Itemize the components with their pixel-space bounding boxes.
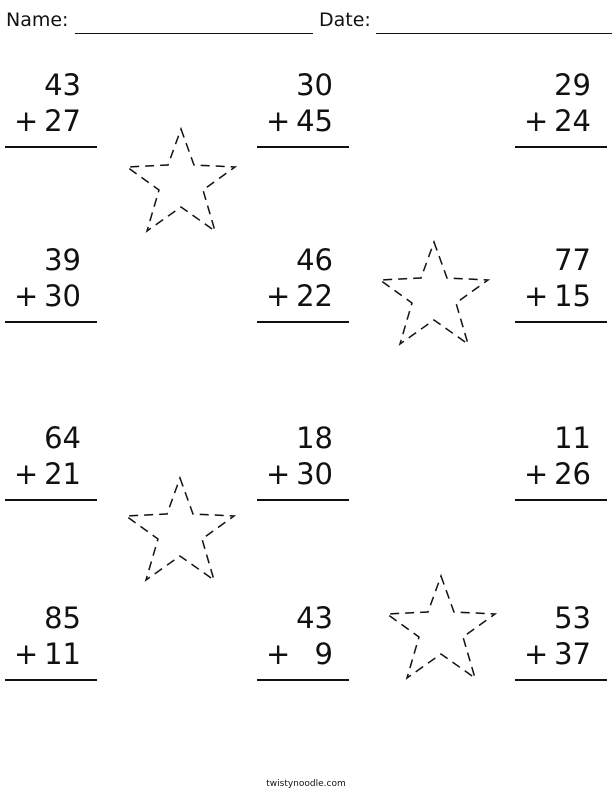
dashed-star-icon [123, 125, 239, 231]
problem-bottom-number: 21 [44, 457, 81, 491]
answer-line [257, 146, 349, 148]
problem-top-number: 77 [554, 243, 591, 277]
plus-sign: + [266, 104, 291, 138]
answer-line [5, 321, 97, 323]
plus-sign: + [266, 637, 291, 671]
problem-bottom-number: 27 [44, 104, 81, 138]
problem-top-number: 18 [296, 421, 333, 455]
problem-bottom-number: 45 [296, 104, 333, 138]
name-label: Name: [6, 9, 69, 31]
plus-sign: + [524, 457, 549, 491]
problem-top-number: 30 [296, 68, 333, 102]
plus-sign: + [524, 104, 549, 138]
answer-line [257, 321, 349, 323]
problem-top-number: 39 [44, 243, 81, 277]
footer-credit: twistynoodle.com [266, 779, 346, 789]
problem-top-number: 46 [296, 243, 333, 277]
problem-bottom-number: 9 [314, 637, 333, 671]
problem-top-number: 64 [44, 421, 81, 455]
problem-bottom-number: 30 [44, 279, 81, 313]
answer-line [257, 499, 349, 501]
dashed-star-icon [122, 474, 238, 580]
answer-line [5, 499, 97, 501]
problem-bottom-number: 11 [44, 637, 81, 671]
plus-sign: + [524, 279, 549, 313]
answer-line [515, 321, 607, 323]
answer-line [5, 146, 97, 148]
problem-top-number: 43 [44, 68, 81, 102]
problem-top-number: 29 [554, 68, 591, 102]
plus-sign: + [266, 457, 291, 491]
problem-top-number: 43 [296, 601, 333, 635]
problem-top-number: 85 [44, 601, 81, 635]
date-label: Date: [319, 9, 371, 31]
problem-top-number: 11 [554, 421, 591, 455]
answer-line [257, 679, 349, 681]
plus-sign: + [14, 457, 39, 491]
plus-sign: + [14, 104, 39, 138]
plus-sign: + [14, 279, 39, 313]
problem-top-number: 53 [554, 601, 591, 635]
dashed-star-icon [376, 238, 492, 344]
plus-sign: + [266, 279, 291, 313]
problem-bottom-number: 22 [296, 279, 333, 313]
problem-bottom-number: 15 [554, 279, 591, 313]
answer-line [515, 146, 607, 148]
answer-line [515, 499, 607, 501]
dashed-star-icon [383, 572, 499, 678]
problem-bottom-number: 30 [296, 457, 333, 491]
answer-line [5, 679, 97, 681]
problem-bottom-number: 26 [554, 457, 591, 491]
plus-sign: + [14, 637, 39, 671]
problem-bottom-number: 37 [554, 637, 591, 671]
answer-line [515, 679, 607, 681]
date-blank-line[interactable] [376, 33, 612, 34]
plus-sign: + [524, 637, 549, 671]
name-blank-line[interactable] [75, 33, 313, 34]
problem-bottom-number: 24 [554, 104, 591, 138]
